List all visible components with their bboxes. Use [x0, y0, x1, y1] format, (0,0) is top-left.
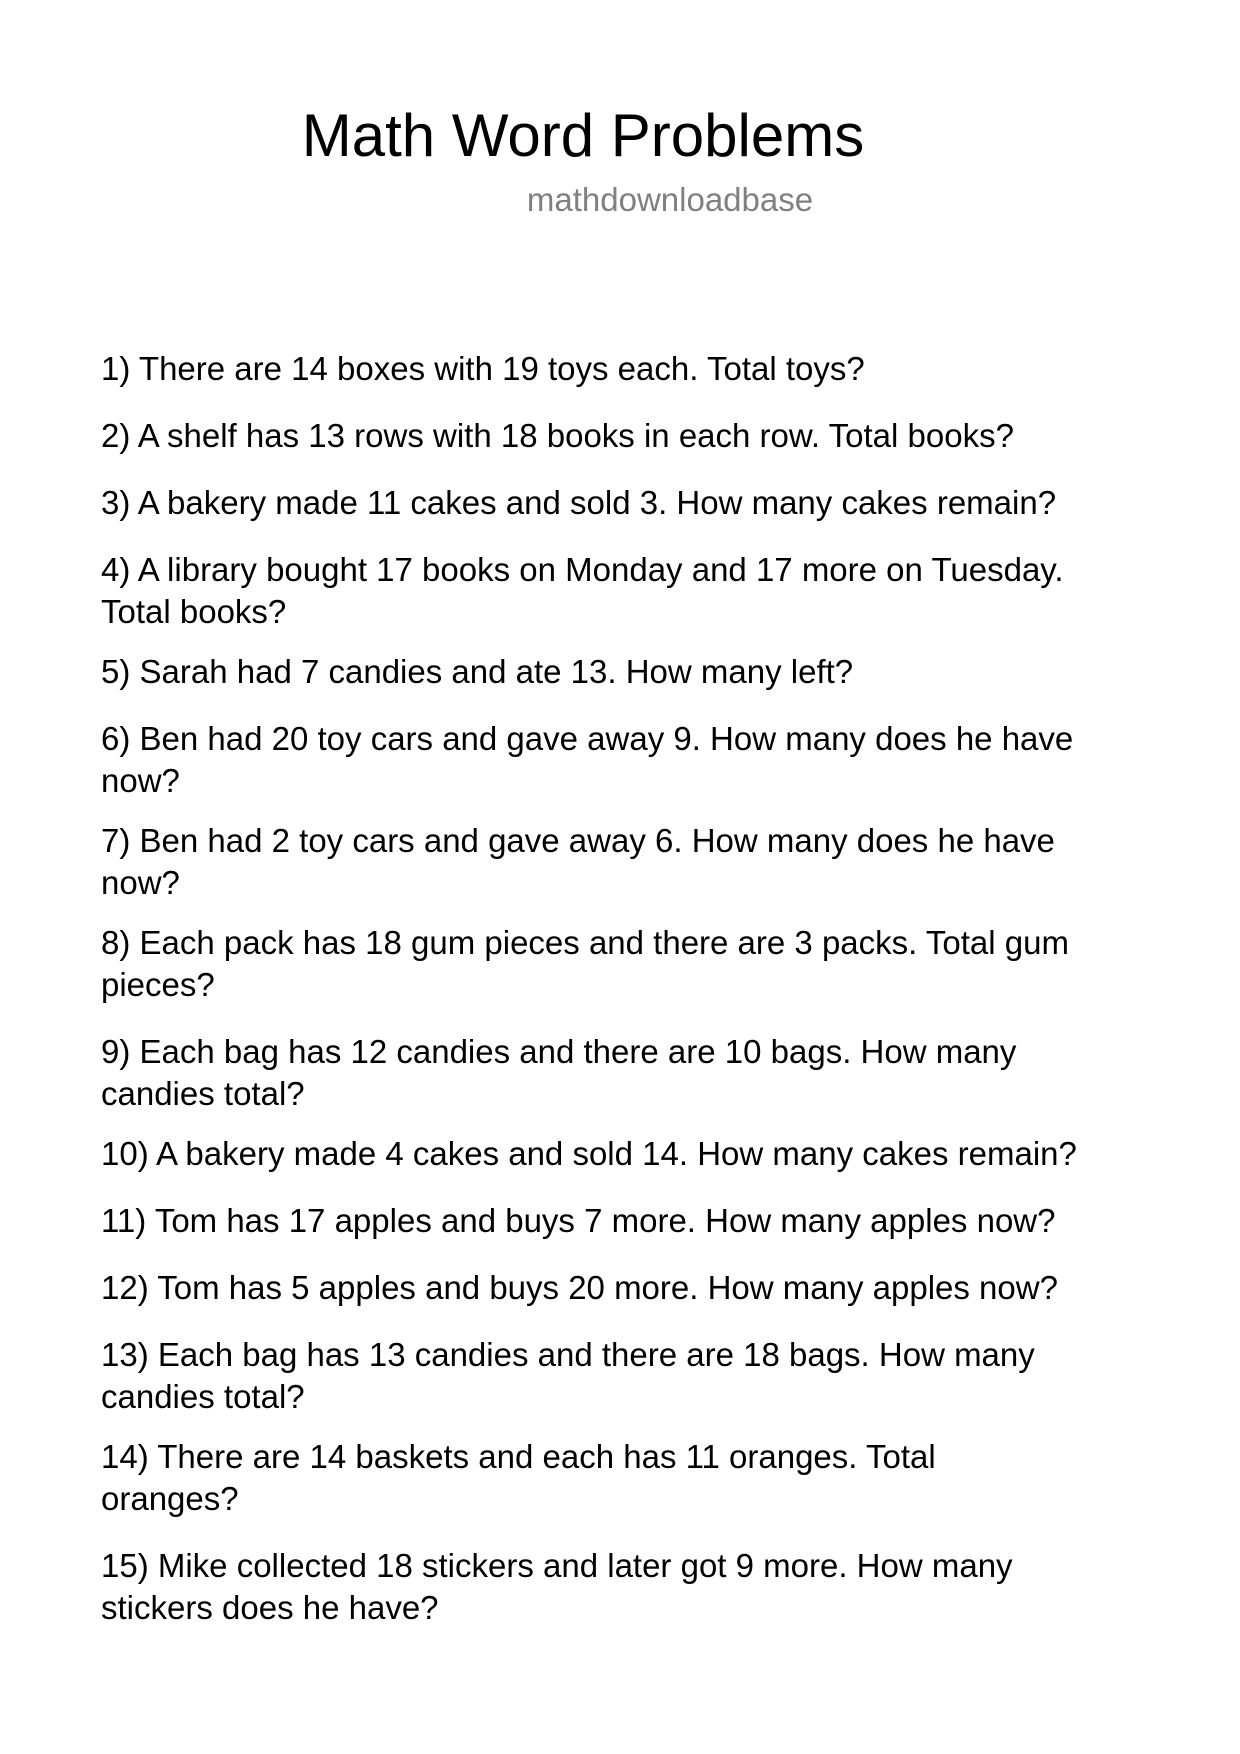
- problem-item: [101, 820, 1181, 904]
- problem-item: [101, 1267, 1181, 1309]
- problem-text-line: 2) A shelf has 13 rows with 18 books in each row. Total books?: [101, 417, 1014, 454]
- problem-text-line: 11) Tom has 17 apples and buys 7 more. How many apples now?: [101, 1202, 1056, 1239]
- problem-item: [101, 1436, 1181, 1520]
- page-subtitle: mathdownloadbase: [526, 181, 814, 218]
- problem-text-line: candies total?: [101, 1075, 305, 1112]
- problem-item: [101, 922, 1181, 1006]
- problem-text-line: now?: [101, 864, 180, 901]
- problem-text-line: pieces?: [101, 966, 215, 1003]
- problem-text-line: 6) Ben had 20 toy cars and gave away 9. How many does he have: [101, 720, 1074, 757]
- problem-text-line: 1) There are 14 boxes with 19 toys each. Total toys?: [101, 350, 865, 387]
- problem-text-line: 10) A bakery made 4 cakes and sold 14. How many cakes remain?: [101, 1135, 1077, 1172]
- page-title: Math Word Problems: [301, 102, 865, 169]
- problem-item: [101, 549, 1181, 633]
- problem-text-line: 8) Each pack has 18 gum pieces and there are 3 packs. Total gum: [101, 924, 1069, 961]
- problem-item: [101, 718, 1181, 802]
- problem-item: [101, 415, 1181, 457]
- problem-text-line: 4) A library bought 17 books on Monday and 17 more on Tuesday.: [101, 551, 1064, 588]
- problem-item: [101, 1545, 1181, 1629]
- problem-text-line: Total books?: [101, 593, 287, 630]
- problem-text-line: candies total?: [101, 1378, 305, 1415]
- problem-item: [101, 1031, 1181, 1115]
- problem-item: [101, 1200, 1181, 1242]
- problem-text-line: 13) Each bag has 13 candies and there are 18 bags. How many: [101, 1336, 1035, 1373]
- problem-text-line: now?: [101, 762, 180, 799]
- problem-text-line: stickers does he have?: [101, 1589, 439, 1626]
- problem-text-line: 12) Tom has 5 apples and buys 20 more. How many apples now?: [101, 1269, 1058, 1306]
- problem-text-line: 5) Sarah had 7 candies and ate 13. How many left?: [101, 653, 854, 690]
- problem-text-line: oranges?: [101, 1480, 239, 1517]
- problem-text-line: 7) Ben had 2 toy cars and gave away 6. How many does he have: [101, 822, 1055, 859]
- problem-item: [101, 1133, 1181, 1175]
- problem-item: [101, 651, 1181, 693]
- problem-text-line: 14) There are 14 baskets and each has 11 oranges. Total: [101, 1438, 936, 1475]
- problem-item: [101, 348, 1181, 390]
- problem-item: [101, 482, 1181, 524]
- problem-text-line: 3) A bakery made 11 cakes and sold 3. How many cakes remain?: [101, 484, 1057, 521]
- problem-text-line: 9) Each bag has 12 candies and there are 10 bags. How many: [101, 1033, 1017, 1070]
- problem-item: [101, 1334, 1181, 1418]
- problem-text-line: 15) Mike collected 18 stickers and later got 9 more. How many: [101, 1547, 1013, 1584]
